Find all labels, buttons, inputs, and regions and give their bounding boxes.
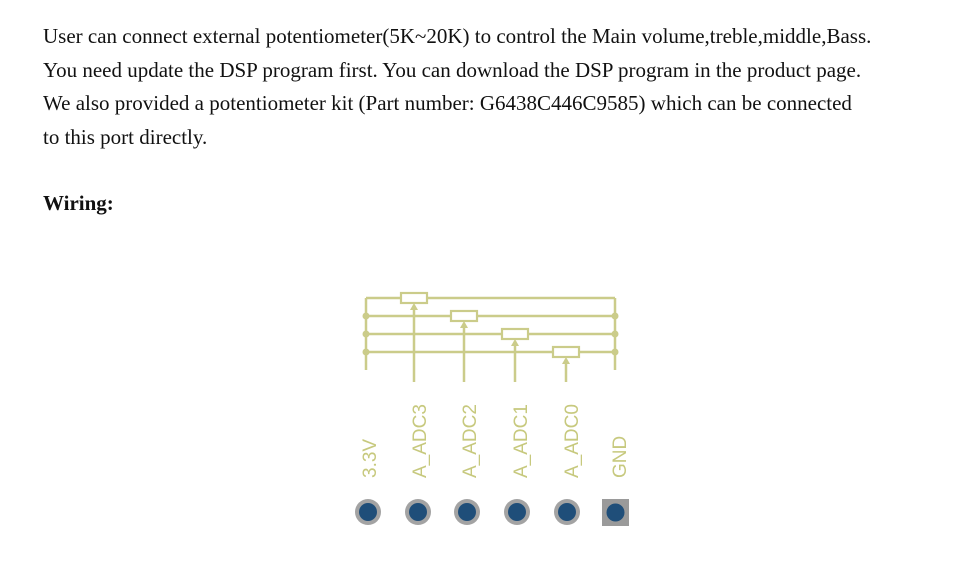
circuit-traces	[366, 293, 615, 382]
pin-label-gnd: GND	[610, 435, 631, 478]
description-line-4: to this port directly.	[43, 124, 208, 149]
potentiometer-3	[502, 329, 528, 339]
pin-label-3v3: 3.3V	[360, 438, 381, 478]
description-line-1: User can connect external potentiometer(5K~20K) to control the Main volume,treble,middle,Bass.	[43, 24, 872, 48]
pad-gnd	[602, 499, 629, 526]
potentiometer-2	[451, 311, 477, 321]
pin-labels	[360, 404, 631, 478]
pad-adc1	[504, 499, 530, 525]
potentiometer-4	[553, 347, 579, 357]
pad-adc3	[405, 499, 431, 525]
pin-label-adc1: A_ADC1	[511, 404, 532, 478]
potentiometer-1	[401, 293, 427, 303]
pin-label-adc0: A_ADC0	[562, 404, 583, 478]
description-line-2: You need update the DSP program first. You can download the DSP program in the product page.	[43, 57, 862, 82]
wiring-heading: Wiring:	[43, 191, 114, 215]
pad-adc2	[454, 499, 480, 525]
header-pads	[355, 499, 629, 526]
pad-adc0	[554, 499, 580, 525]
pin-label-adc2: A_ADC2	[460, 404, 481, 478]
pad-3v3	[355, 499, 381, 525]
description-line-3: We also provided a potentiometer kit (Part number: G6438C446C9585) which can be connected	[43, 91, 852, 115]
pin-label-adc3: A_ADC3	[410, 404, 431, 478]
